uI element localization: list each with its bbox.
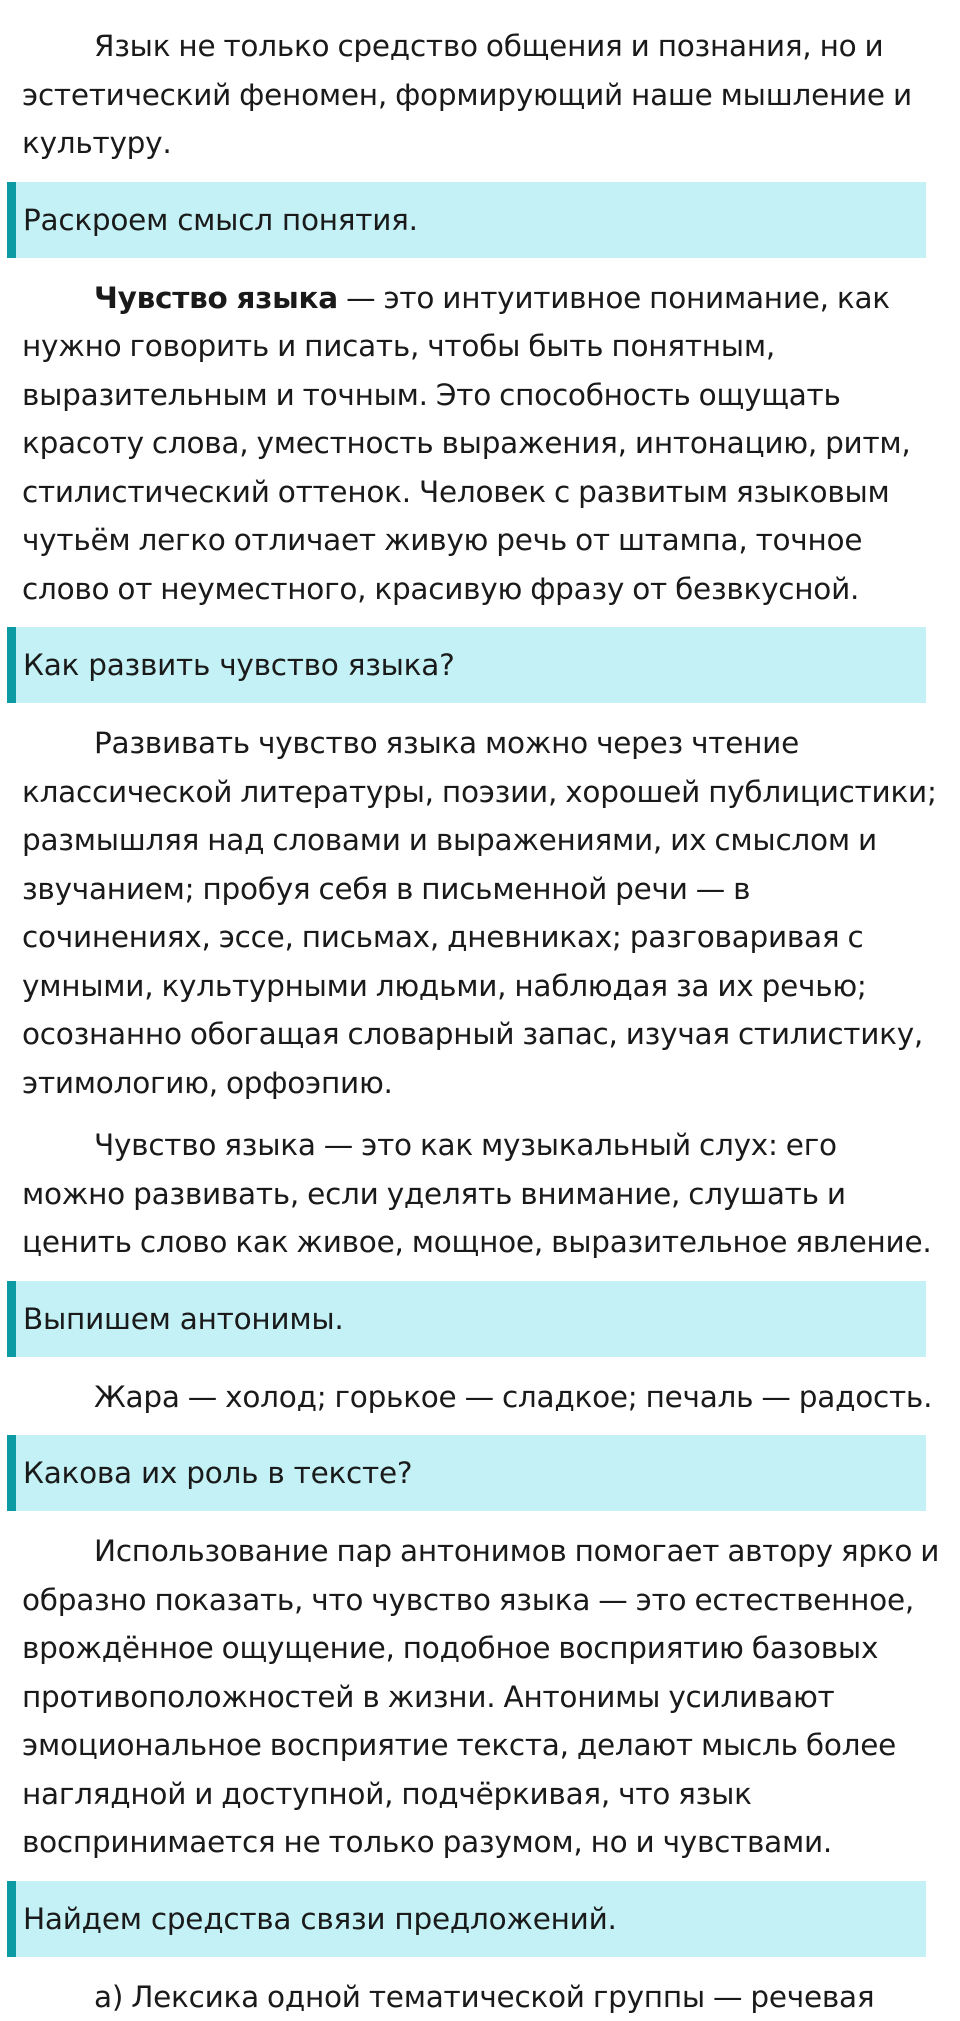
section-heading-develop: Как развить чувство языка? — [7, 627, 926, 703]
term-bold: Чувство языка — [94, 281, 338, 315]
develop-paragraph-2: Чувство языка — это как музыкальный слух: его можно развивать, если уделять внимание, слушать и ценить слово как живое, мощное, выразительное явление. — [0, 1121, 960, 1267]
section-heading-meaning: Раскроем смысл понятия. — [7, 182, 926, 258]
develop-paragraph-1: Развивать чувство языка можно через чтение классической литературы, поэзии, хорошей публицистики; размышляя над словами и выражениями, их смыслом и звучанием; пробуя себя в письменной речи — в сочинениях, эссе, письмах, дневниках; разговаривая с умными, культурными людьми, наблюдая за их речью; осознанно обогащая словарный запас, изучая стилистику, этимологию, орфоэпию. — [0, 719, 960, 1107]
links-paragraph: а) Лексика одной тематической группы — речевая — [0, 1973, 960, 2021]
section-heading-links: Найдем средства связи предложений. — [7, 1881, 926, 1957]
section-heading-antonyms: Выпишем антонимы. — [7, 1281, 926, 1357]
role-paragraph: Использование пар антонимов помогает автору ярко и образно показать, что чувство языка — это естественное, врождённое ощущение, подобное восприятию базовых противоположностей в жизни. Антонимы усиливают эмоциональное восприятие текста, делают мысль более наглядной и доступной, подчёркивая, что язык воспринимается не только разумом, но и чувствами. — [0, 1527, 960, 1867]
definition-text: — это интуитивное понимание, как нужно говорить и писать, чтобы быть понятным, выразительным и точным. Это способность ощущать красоту слова, уместность выражения, интонацию, ритм, стилистический оттенок. Человек с развитым языковым чутьём легко отличает живую речь от штампа, точное слово от неуместного, красивую фразу от безвкусной. — [22, 281, 911, 606]
definition-paragraph — [0, 274, 960, 614]
intro-paragraph: Язык не только средство общения и познания, но и эстетический феномен, формирующий наше мышление и культуру. — [0, 22, 960, 168]
antonyms-paragraph: Жара — холод; горькое — сладкое; печаль — радость. — [0, 1373, 960, 1422]
section-heading-role: Какова их роль в тексте? — [7, 1435, 926, 1511]
